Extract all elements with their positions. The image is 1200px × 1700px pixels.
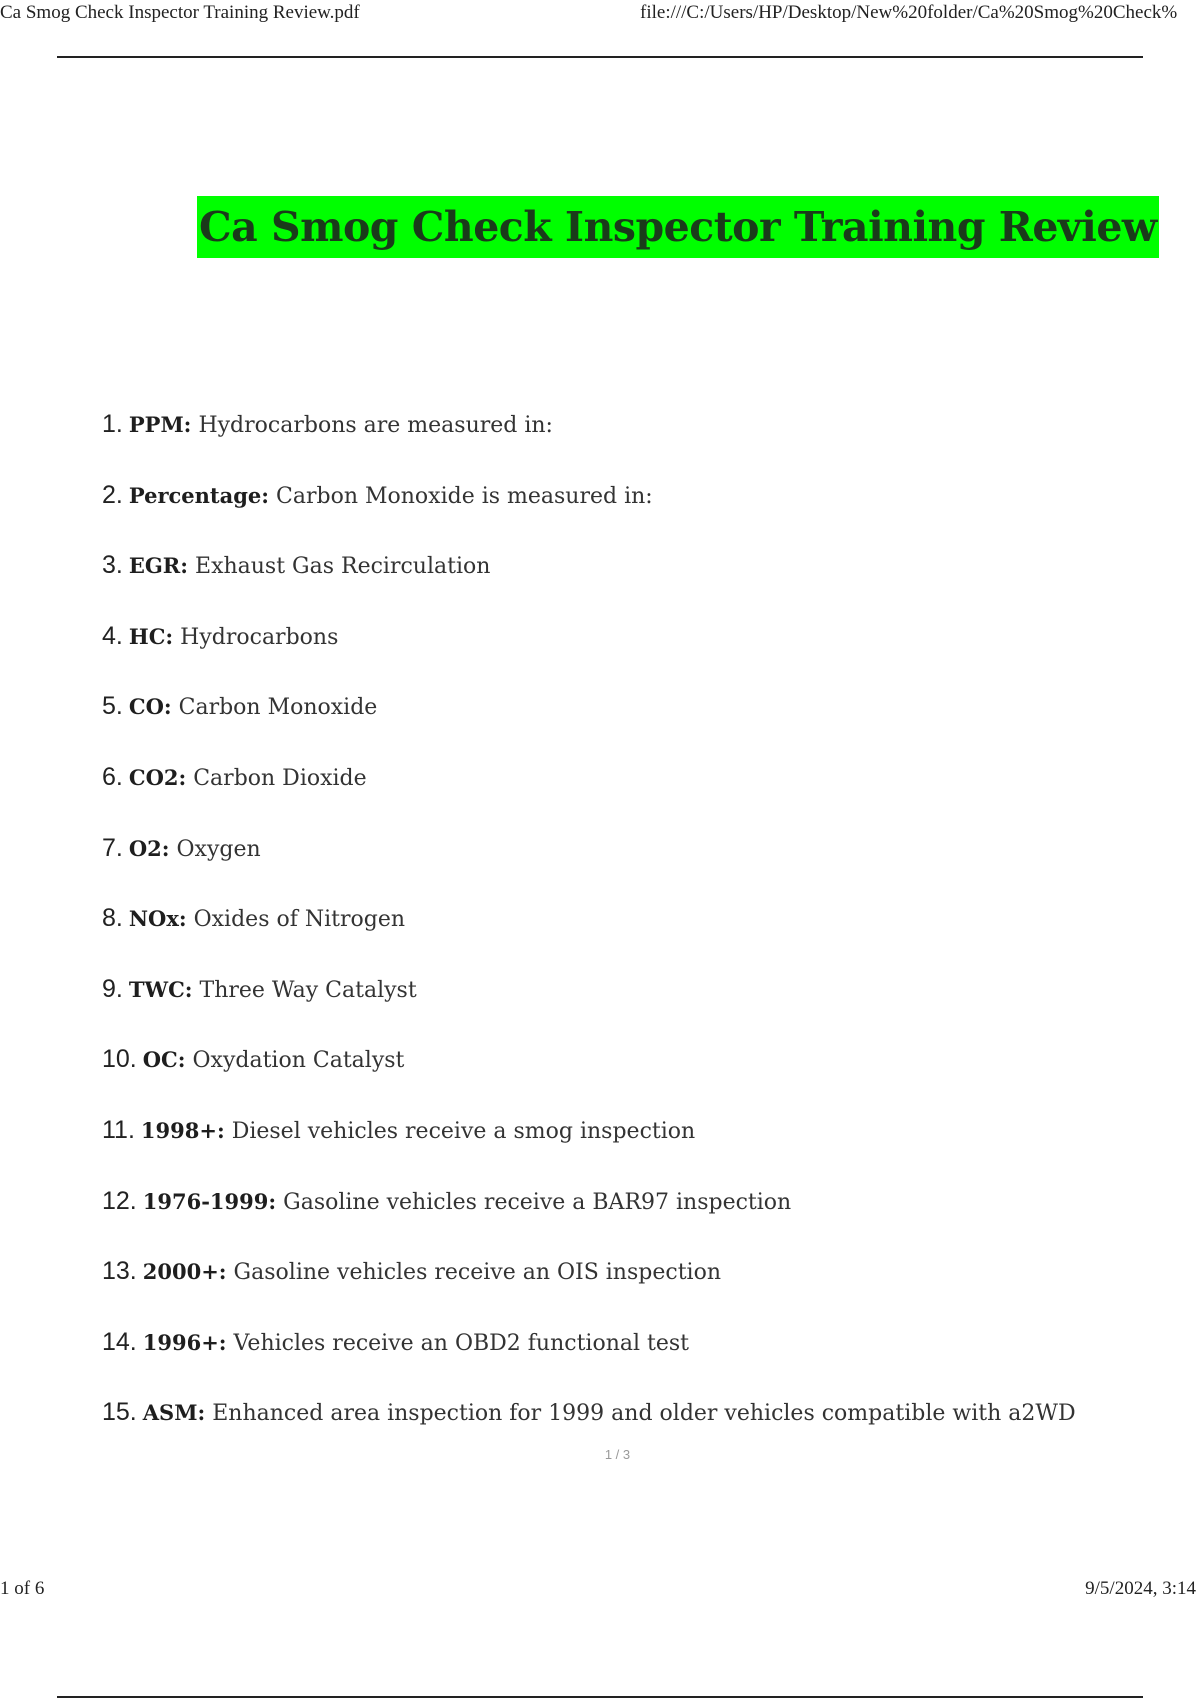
item-number: 9.: [102, 974, 123, 1003]
footer-divider: [57, 1696, 1143, 1698]
item-term: 2000+:: [142, 1259, 227, 1285]
item-definition: Oxides of Nitrogen: [186, 907, 406, 933]
document-name: Ca Smog Check Inspector Training Review.pdf: [0, 2, 360, 23]
file-url: file:///C:/Users/HP/Desktop/New%20folder/Ca%20Smog%20Check%: [640, 2, 1178, 23]
page-title: Ca Smog Check Inspector Training Review: [197, 196, 1159, 258]
item-definition: Diesel vehicles receive a smog inspection: [224, 1118, 696, 1144]
item-definition: Enhanced area inspection for 1999 and older vehicles compatible with a2WD: [205, 1401, 1076, 1427]
item-number: 13.: [102, 1257, 137, 1286]
item-term: CO:: [128, 694, 172, 720]
item-term: EGR:: [128, 553, 189, 579]
list-item: [102, 551, 1076, 622]
item-definition: Oxygen: [169, 836, 261, 862]
item-term: HC:: [128, 623, 174, 649]
item-number: 15.: [102, 1398, 137, 1427]
item-definition: Three Way Catalyst: [192, 977, 417, 1003]
item-number: 8.: [102, 904, 123, 933]
item-definition: Carbon Monoxide is measured in:: [269, 483, 653, 509]
item-number: 6.: [102, 762, 123, 791]
print-timestamp: 9/5/2024, 3:14: [1085, 1578, 1196, 1599]
item-definition: Carbon Dioxide: [186, 765, 367, 791]
item-term: CO2:: [128, 764, 187, 790]
item-number: 5.: [102, 692, 123, 721]
print-header: [0, 0, 1200, 28]
item-term: O2:: [128, 835, 170, 861]
item-definition: Vehicles receive an OBD2 functional test: [226, 1330, 690, 1356]
item-definition: Gasoline vehicles receive a BAR97 inspection: [276, 1189, 792, 1215]
item-term: TWC:: [128, 976, 193, 1002]
list-item: [102, 975, 1076, 1046]
item-term: NOx:: [128, 906, 187, 932]
item-definition: Hydrocarbons are measured in:: [191, 413, 553, 438]
item-term: 1996+:: [142, 1329, 227, 1355]
list-item: [102, 692, 1076, 763]
list-item: [102, 1187, 1076, 1258]
title-container: [197, 196, 1157, 258]
item-term: Percentage:: [128, 482, 270, 508]
review-list: [102, 410, 1076, 1469]
list-item: [102, 481, 1076, 552]
item-term: 1998+:: [140, 1117, 225, 1143]
item-definition: Hydrocarbons: [173, 624, 339, 650]
item-term: 1976-1999:: [142, 1188, 277, 1214]
item-number: 4.: [102, 621, 123, 650]
item-number: 3.: [102, 551, 123, 580]
item-number: 1.: [102, 410, 123, 438]
page-indicator: 1 / 3: [604, 1447, 631, 1462]
item-number: 2.: [102, 480, 123, 509]
item-term: OC:: [142, 1047, 186, 1073]
item-term: PPM:: [128, 412, 192, 437]
item-number: 14.: [102, 1327, 137, 1356]
list-item: [102, 834, 1076, 905]
list-item: [102, 904, 1076, 975]
item-number: 11.: [102, 1115, 135, 1144]
list-item: [102, 622, 1076, 693]
item-term: ASM:: [142, 1400, 206, 1426]
header-divider: [57, 56, 1143, 58]
list-item: [102, 410, 1076, 481]
item-number: 7.: [102, 833, 123, 862]
item-definition: Carbon Monoxide: [171, 695, 378, 721]
item-number: 12.: [102, 1186, 137, 1215]
list-item: [102, 1045, 1076, 1116]
list-item: [102, 1257, 1076, 1328]
item-number: 10.: [102, 1045, 137, 1074]
item-definition: Exhaust Gas Recirculation: [188, 554, 491, 580]
list-item: [102, 763, 1076, 834]
page-count: 1 of 6: [0, 1578, 45, 1599]
item-definition: Oxydation Catalyst: [185, 1048, 405, 1074]
list-item: [102, 1116, 1076, 1187]
item-definition: Gasoline vehicles receive an OIS inspection: [226, 1260, 721, 1286]
list-item: [102, 1328, 1076, 1399]
